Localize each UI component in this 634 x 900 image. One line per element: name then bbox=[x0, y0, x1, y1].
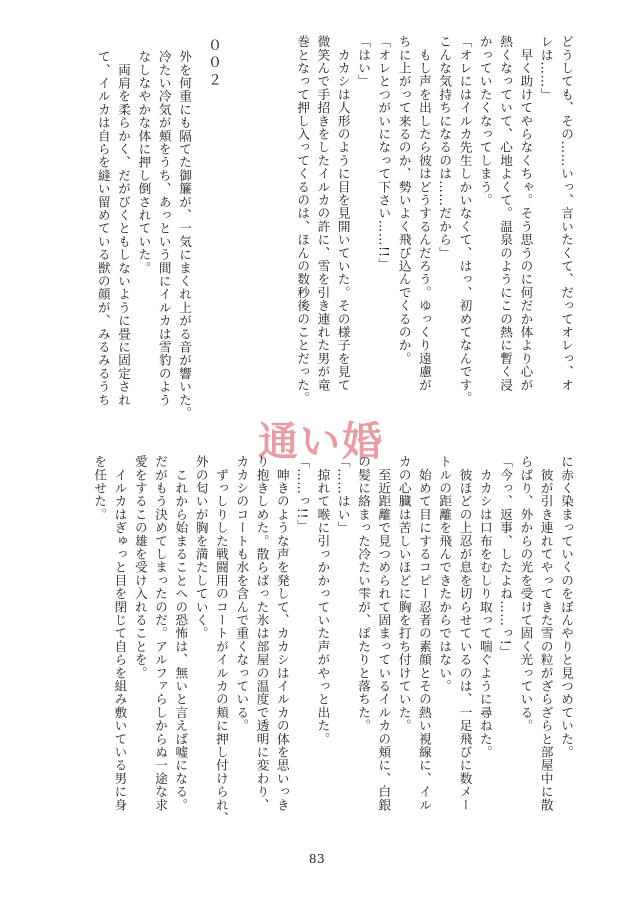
text-column: 両肩を柔らかく、だがびくともしないように畳に固定され bbox=[116, 50, 132, 407]
text-column: カカシは人形のように目を見開いていた。その様子を見て bbox=[335, 35, 351, 392]
text-column: 掠れて喉に引っかかっていた声がやっと出た。 bbox=[315, 455, 331, 746]
text-column: カの心臓は苦しいほどに胸を打ち付けていた。 bbox=[396, 455, 412, 733]
text-column: 微笑んで手招きをしたイルカの許に、雪を引き連れた男が竜 bbox=[315, 35, 331, 392]
text-column: り抱きしめた。散らばった氷は部屋の温度で透明に変わり、 bbox=[254, 455, 270, 812]
text-column: カカシは口布をむしり取って喘ぐように尋ねた。 bbox=[477, 455, 493, 759]
text-column: 巻となって押し入ってくるのは、ほんの数秒後のことだった。 bbox=[295, 35, 311, 405]
text-column: 「……っ!!」 bbox=[295, 455, 311, 533]
lower-text-columns bbox=[6, 455, 576, 845]
text-column: 呻きのような声を発して、カカシはイルカの体を思いっき bbox=[274, 455, 290, 812]
text-column: だがもう決めてしまったのだ。アルファらしからぬ一途な求 bbox=[153, 455, 169, 812]
text-column: なしなやかな体に押し倒されていた。 bbox=[136, 50, 152, 275]
text-column: 「オレとつがいになって下さい……!!」 bbox=[376, 35, 392, 271]
text-column: ちに上がって来るのか、勢いよく飛び込んでくるのか。 bbox=[396, 35, 412, 365]
text-column: 「はい」 bbox=[356, 35, 372, 88]
text-column: こんな気持ちになるのは……だから」 bbox=[437, 35, 453, 260]
text-column: 熱くなっていて、心地よくて。温泉のようにこの熱に暫く浸 bbox=[498, 35, 514, 392]
text-column: 彼が引き連れてやってきた雪の粒がざらざらと部屋中に散 bbox=[538, 455, 554, 812]
text-column: 「……はい」 bbox=[335, 455, 351, 535]
text-column: 冷たい冷気が頬をうち、あっという間にイルカは雪豹のよう bbox=[156, 50, 172, 407]
text-column: 早く助けてやらなくちゃ。そう思うのに何だか体より心が bbox=[518, 35, 534, 392]
page-number: 83 bbox=[308, 852, 326, 866]
text-column: レは……」 bbox=[538, 35, 554, 101]
text-column: 「今っ、返事、したよね……っ!」 bbox=[498, 455, 514, 659]
text-column: ずっしりした戦闘用のコートがイルカの頬に押し付けられ、 bbox=[213, 455, 229, 825]
text-column: 外を何重にも隔てた御簾が、一気にまくれ上がる音が響いた。 bbox=[177, 50, 192, 420]
text-column: カカシのコートも水を含んで重くなっている。 bbox=[234, 455, 250, 733]
text-column: 至近距離で見つめられて固まっているイルカの頬に、白銀 bbox=[376, 455, 392, 812]
text-column: 始めて目にするコピー忍者の素顔とその熱い視線に、イル bbox=[416, 455, 432, 812]
text-column: かっていたくなってしまう。 bbox=[477, 35, 493, 207]
text-column: て、イルカは自らを縫い留めている獣の顔が、みるみるうち bbox=[95, 50, 111, 407]
text-column: これから始まることへの恐怖は、無いと言えば嘘になる。 bbox=[173, 455, 189, 812]
text-column: の髪に絡まった冷たい雫が、ぽたりと落ちた。 bbox=[356, 455, 372, 733]
text-column: もし声を出したら彼はどうするんだろう。ゆっくり遠慮が bbox=[416, 35, 432, 392]
title-stamp: 通い婚 bbox=[258, 419, 384, 465]
text-column: に赤く染まっていくのをぼんやりと見つめていた。 bbox=[559, 455, 574, 759]
text-column: イルカはぎゅっと目を閉じて自らを組み敷いている男に身 bbox=[112, 455, 128, 812]
text-column: らばり、外からの光を受けて固く光っている。 bbox=[518, 455, 534, 733]
chapter-heading: ００２ bbox=[206, 38, 222, 89]
text-column: どうしても、その……いっ、言いたくて、だってオレっ、オ bbox=[559, 35, 574, 392]
text-column: 外の匂いが胸を満たしていく。 bbox=[193, 455, 209, 640]
text-column: 彼ほどの上忍が息を切らせているのは、一足飛びに数メー bbox=[457, 455, 473, 812]
text-column: を任せた。 bbox=[92, 455, 108, 521]
text-column: 「オレにはイルカ先生しかいなくて、はっ、初めてなんです。 bbox=[457, 35, 473, 405]
text-column: トルの距離を飛んできたからではない。 bbox=[437, 455, 453, 693]
chapter-text-columns bbox=[24, 50, 194, 430]
text-column: 愛をするこの雄を受け入れることを。 bbox=[132, 455, 148, 680]
